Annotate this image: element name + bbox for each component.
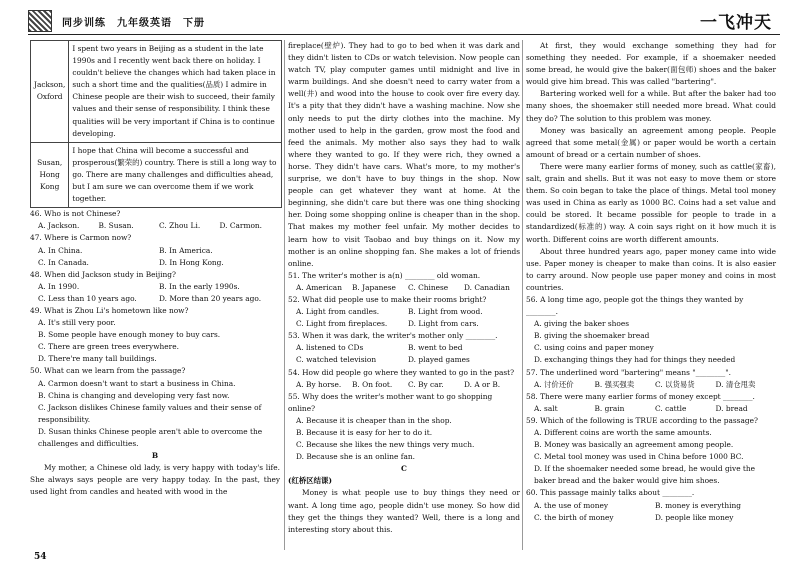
option[interactable]: C. watched television xyxy=(296,355,377,365)
option[interactable]: B. China is changing and developing very fast now. xyxy=(38,390,230,400)
table-cell-text: I hope that China will become a successful and prosperous(繁荣的) country. There is still a long way to go. There are many challenges and difficulties ahead, but I am sure we can overcome them if we work together. xyxy=(69,142,282,207)
option[interactable]: D. Carmon. xyxy=(219,221,263,231)
option[interactable]: D. played games xyxy=(408,355,470,365)
option[interactable]: A. listened to CDs xyxy=(296,343,364,353)
options xyxy=(288,379,520,391)
option[interactable]: A. It's still very poor. xyxy=(38,318,116,328)
question-58: 58. There were many earlier forms of money except ________. xyxy=(526,391,755,401)
options xyxy=(288,306,520,318)
option[interactable]: D. Susan thinks Chinese people aren't able to overcome the challenges and difficulties. xyxy=(38,426,263,448)
question-56: 56. A long time ago, people got the things they wanted by ________. xyxy=(526,294,744,317)
option[interactable]: C. Light from fireplaces. xyxy=(296,319,388,329)
option[interactable]: D. More than 20 years ago. xyxy=(159,293,262,303)
option[interactable]: D. Light from cars. xyxy=(408,319,479,329)
option[interactable]: D. If the shoemaker needed some bread, he would give the baker bread and the baker would give him shoes. xyxy=(534,464,756,486)
option[interactable]: C. Less than 10 years ago. xyxy=(38,293,137,303)
options xyxy=(526,403,776,415)
opinion-table xyxy=(30,40,282,208)
option[interactable]: B. Some people have enough money to buy cars. xyxy=(38,330,221,340)
option[interactable]: A. giving the baker shoes xyxy=(534,319,630,329)
option[interactable]: A. By horse. xyxy=(296,379,342,389)
question-53: 53. When it was dark, the writer's mother only ________. xyxy=(288,331,498,341)
passage-paragraph: There were many earlier forms of money, such as cattle(家畜), salt, grain and shells. But it was not easy to move them or store them. So coin began to take the place of things. Metal tool money was used in China as early as 1000 BC. Coins had a set value and could be stored. It became possible for people to trade in a standardized(标准的) way. A coin says right on it how much it is worth. Different coins are worth different amounts. xyxy=(526,161,776,244)
options xyxy=(30,257,280,269)
page-number: 54 xyxy=(34,552,47,562)
question-60: 60. This passage mainly talks about ________. xyxy=(526,488,695,498)
option[interactable]: A. Light from candles. xyxy=(296,307,380,317)
options xyxy=(526,379,776,391)
option[interactable]: A. American xyxy=(296,282,342,292)
section-tag: (红桥区结课) xyxy=(288,476,332,486)
question-54: 54. How did people go where they wanted to go in the past? xyxy=(288,367,515,377)
question-48: 48. When did Jackson study in Beijing? xyxy=(30,269,176,279)
question-59: 59. Which of the following is TRUE according to the passage? xyxy=(526,415,758,425)
options xyxy=(288,282,520,294)
option[interactable]: C. Chinese xyxy=(408,282,449,292)
option[interactable]: C. Because she likes the new things very much. xyxy=(296,440,475,450)
option[interactable]: B. In the early 1990s. xyxy=(159,281,240,291)
option[interactable]: B. grain xyxy=(594,403,625,413)
column-middle xyxy=(288,40,520,536)
option[interactable]: B. 强买强卖 xyxy=(594,379,635,389)
table-row xyxy=(31,142,282,207)
option[interactable]: A. salt xyxy=(534,403,558,413)
table-cell-name: Jackson, Oxford xyxy=(31,41,69,143)
passage-paragraph: About three hundred years ago, paper money came into wide use. Paper money is cheaper to make than coins. It is also easier to carry around. Now people use paper money and coins in most countries. xyxy=(526,246,776,292)
option[interactable]: C. the birth of money xyxy=(534,512,614,522)
option[interactable]: A. 讨价还价 xyxy=(534,379,574,389)
option[interactable]: B. Susan. xyxy=(98,221,134,231)
passage-paragraph: fireplace(壁炉). They had to go to bed when it was dark and they didn't listen to CDs or watch television. Now people can watch TV, play computer games until midnight and live in warm buildings. And she doesn't need to carry water from a well(井) and wood into the house to cook over fire every day. It's a pity that they didn't have a washing machine. Now she only needs to put the dirty clothes into the machine. My mother used to help in the garden, grow most the food and feed the animals. My mother also says they had to walk where they wanted to go. If they were rich, they owned a horse. They didn't have cars. What's more, to my mother's surprise, we don't have to buy things in the shop. Now people can get whatever they want at home. At the beginning, she didn't care but there was one thing shocking her. Doing some shopping online is cheaper than in the shop. That makes my mother feel unfair. My mother decides to learn how to visit Taobao and buy things on it. Now my mother is an online shopping fan. She makes a lot of friends online. xyxy=(288,41,520,268)
passage-paragraph: My mother, a Chinese old lady, is very happy with today's life. She always says people are very happy today. In the past, they used light from candles and heated with wood in the xyxy=(30,463,280,497)
options xyxy=(526,500,776,512)
passage-paragraph: At first, they would exchange something they had for something they needed. For example, if a shoemaker needed some bread, he would give the baker(面包师) shoes and the baker would give him bread. This was called "bartering". xyxy=(526,41,776,87)
option[interactable]: C. By car. xyxy=(408,379,444,389)
option[interactable]: D. In Hong Kong. xyxy=(159,257,224,267)
option[interactable]: C. Jackson dislikes Chinese family values and their sense of responsibility. xyxy=(38,402,262,424)
option[interactable]: B. Because it is easy for her to do it. xyxy=(296,428,433,437)
option[interactable]: D. people like money xyxy=(655,512,734,522)
option[interactable]: C. In Canada. xyxy=(38,257,89,267)
options xyxy=(288,342,520,354)
section-title: B xyxy=(151,451,159,461)
option[interactable]: B. Japanese xyxy=(352,282,396,292)
question-52: 52. What did people use to make their rooms bright? xyxy=(288,294,487,304)
question-46: 46. Who is not Chinese? xyxy=(30,209,121,219)
option[interactable]: B. Light from wood. xyxy=(408,307,483,317)
option[interactable]: A. the use of money xyxy=(534,500,609,510)
table-cell-text: I spent two years in Beijing as a student in the late 1990s and I recently went back there on holiday. I couldn't believe the changes which had taken place in such a short time and the qualities(品质) I admire in Chinese people are their wish to succeed, their family values and their sense of responsibility. I think these qualities will be very important if China is to continue developing. xyxy=(69,41,282,143)
brand-title: 一飞冲天 xyxy=(700,13,772,33)
option[interactable]: D. exchanging things they had for things they needed xyxy=(534,355,736,365)
column-left xyxy=(30,40,280,498)
options xyxy=(288,318,520,330)
option[interactable]: B. went to bed xyxy=(408,343,463,353)
column-divider xyxy=(522,40,523,550)
options xyxy=(30,293,280,305)
option[interactable]: C. Metal tool money was used in China before 1000 BC. xyxy=(534,452,744,462)
table-row xyxy=(31,41,282,143)
option[interactable]: A. Jackson. xyxy=(38,221,80,231)
question-51: 51. The writer's mother is a(n) ________ old woman. xyxy=(288,270,481,280)
option[interactable]: C. 以货易货 xyxy=(655,379,695,389)
option[interactable]: D. There're many tall buildings. xyxy=(38,354,157,364)
column-right xyxy=(526,40,776,524)
option[interactable]: A. In 1990. xyxy=(38,281,80,291)
option[interactable]: C. using coins and paper money xyxy=(534,343,654,353)
option[interactable]: D. Canadian xyxy=(464,282,510,292)
passage-paragraph: Money was basically an agreement among people. People agreed that some metal(金属) or paper would be worth a certain amount of bread or a certain number of shoes. xyxy=(526,125,776,159)
series-title: 同步训练 九年级英语 下册 xyxy=(62,18,205,29)
passage-paragraph: Money is what people use to buy things they need or want. A long time ago, people didn't use money. So how did they get the things they wanted? Well, there is a long and interesting story about this. xyxy=(288,488,520,534)
series-logo-icon xyxy=(28,10,52,32)
option[interactable]: D. bread xyxy=(715,403,748,413)
option[interactable]: D. A or B. xyxy=(464,379,501,389)
passage-paragraph: Bartering worked well for a while. But after the baker had too many shoes, the shoemaker still needed more bread. What could they do? The solution to this problem was money. xyxy=(526,89,776,123)
option[interactable]: B. On foot. xyxy=(352,379,393,389)
section-title: C xyxy=(401,464,407,474)
option[interactable]: D. 清仓甩卖 xyxy=(715,379,756,389)
options xyxy=(288,354,520,366)
option[interactable]: A. In China. xyxy=(38,245,83,255)
options xyxy=(30,245,280,257)
option[interactable]: B. giving the shoemaker bread xyxy=(534,331,650,341)
question-47: 47. Where is Carmon now? xyxy=(30,233,132,243)
options xyxy=(30,281,280,293)
options xyxy=(526,512,776,524)
option[interactable]: B. In America. xyxy=(159,245,213,255)
option[interactable]: C. There are green trees everywhere. xyxy=(38,342,179,352)
column-divider xyxy=(284,40,285,550)
option[interactable]: B. money is everything xyxy=(655,500,741,510)
option[interactable]: D. Because she is an online fan. xyxy=(296,452,415,462)
question-57: 57. The underlined word "bartering" means "________". xyxy=(526,367,731,377)
page-header xyxy=(28,8,780,35)
option[interactable]: A. Because it is cheaper than in the shop. xyxy=(296,415,452,425)
table-cell-name: Susan, Hong Kong xyxy=(31,142,69,207)
question-50: 50. What can we learn from the passage? xyxy=(30,366,186,376)
question-55: 55. Why does the writer's mother want to go shopping online? xyxy=(288,391,493,413)
option[interactable]: B. Money was basically an agreement among people. xyxy=(534,440,734,450)
option[interactable]: A. Different coins are worth the same amounts. xyxy=(534,428,712,437)
question-49: 49. What is Zhou Li's hometown like now? xyxy=(30,305,189,315)
option[interactable]: C. cattle xyxy=(655,403,687,413)
option[interactable]: A. Carmon doesn't want to start a business in China. xyxy=(38,378,236,388)
options xyxy=(30,220,280,232)
option[interactable]: C. Zhou Li. xyxy=(159,221,201,231)
